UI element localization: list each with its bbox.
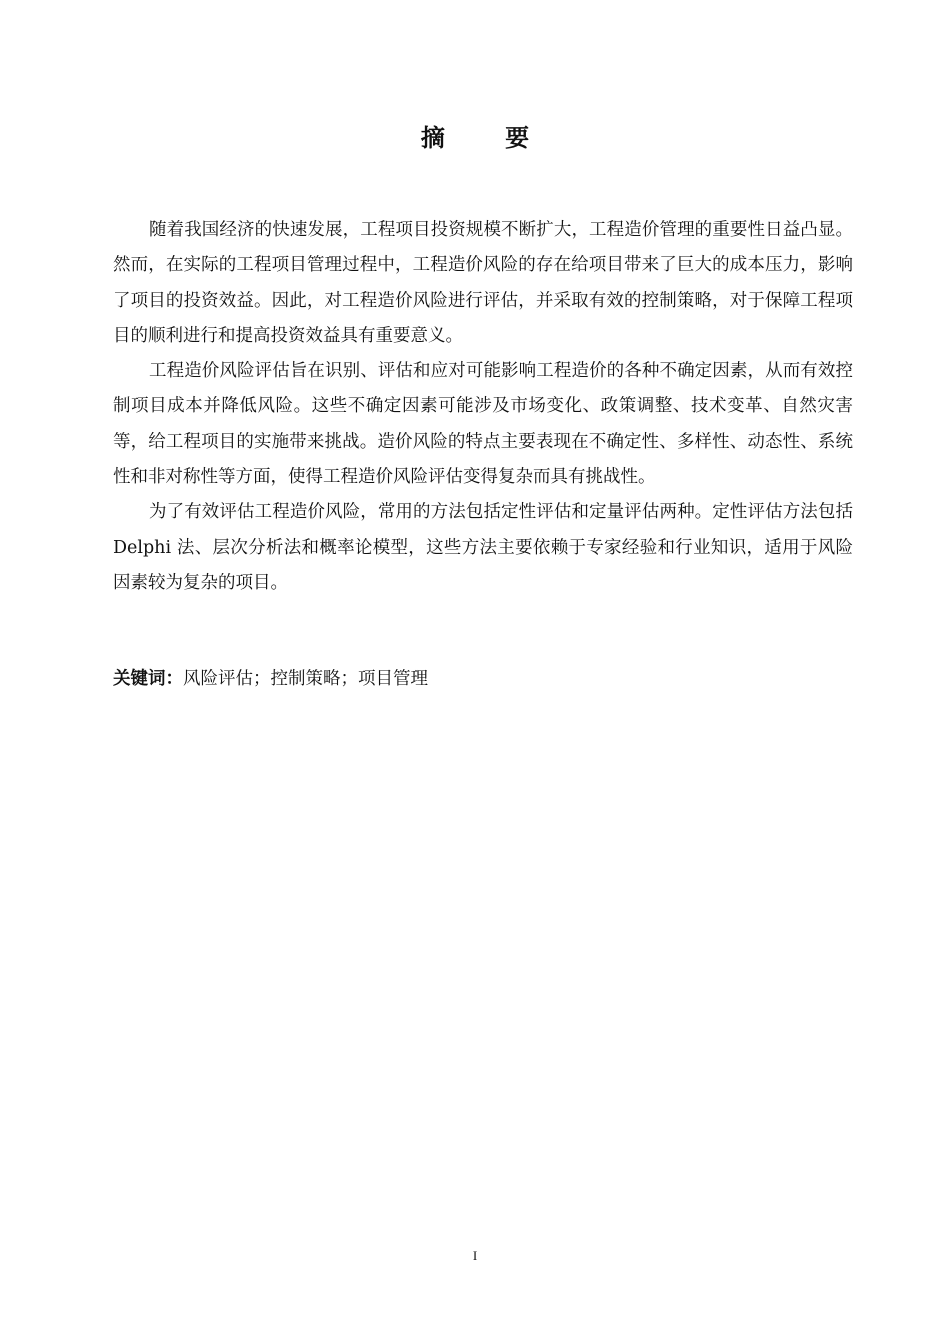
page-number: I <box>472 1248 478 1263</box>
keywords-value: 风险评估；控制策略；项目管理 <box>183 669 428 689</box>
keywords-label: 关键词： <box>113 669 183 689</box>
abstract-paragraph-3: 为了有效评估工程造价风险，常用的方法包括定性评估和定量评估两种。定性评估方法包括 Delphi 法、层次分析法和概率论模型，这些方法主要依赖于专家经验和行业知识，适用于风险因素较为复杂的项目。 <box>113 502 853 593</box>
abstract-body <box>113 213 853 601</box>
abstract-paragraph-2: 工程造价风险评估旨在识别、评估和应对可能影响工程造价的各种不确定因素，从而有效控制项目成本并降低风险。这些不确定因素可能涉及市场变化、政策调整、技术变革、自然灾害等，给工程项目的实施带来挑战。造价风险的特点主要表现在不确定性、多样性、动态性、系统性和非对称性等方面，使得工程造价风险评估变得复杂而具有挑战性。 <box>113 361 853 488</box>
abstract-title: 摘 要 <box>420 124 556 152</box>
abstract-paragraph-1: 随着我国经济的快速发展，工程项目投资规模不断扩大，工程造价管理的重要性日益凸显。然而，在实际的工程项目管理过程中，工程造价风险的存在给项目带来了巨大的成本压力，影响了项目的投资效益。因此，对工程造价风险进行评估，并采取有效的控制策略，对于保障工程项目的顺利进行和提高投资效益具有重要意义。 <box>113 220 853 346</box>
keywords-line <box>113 662 853 697</box>
